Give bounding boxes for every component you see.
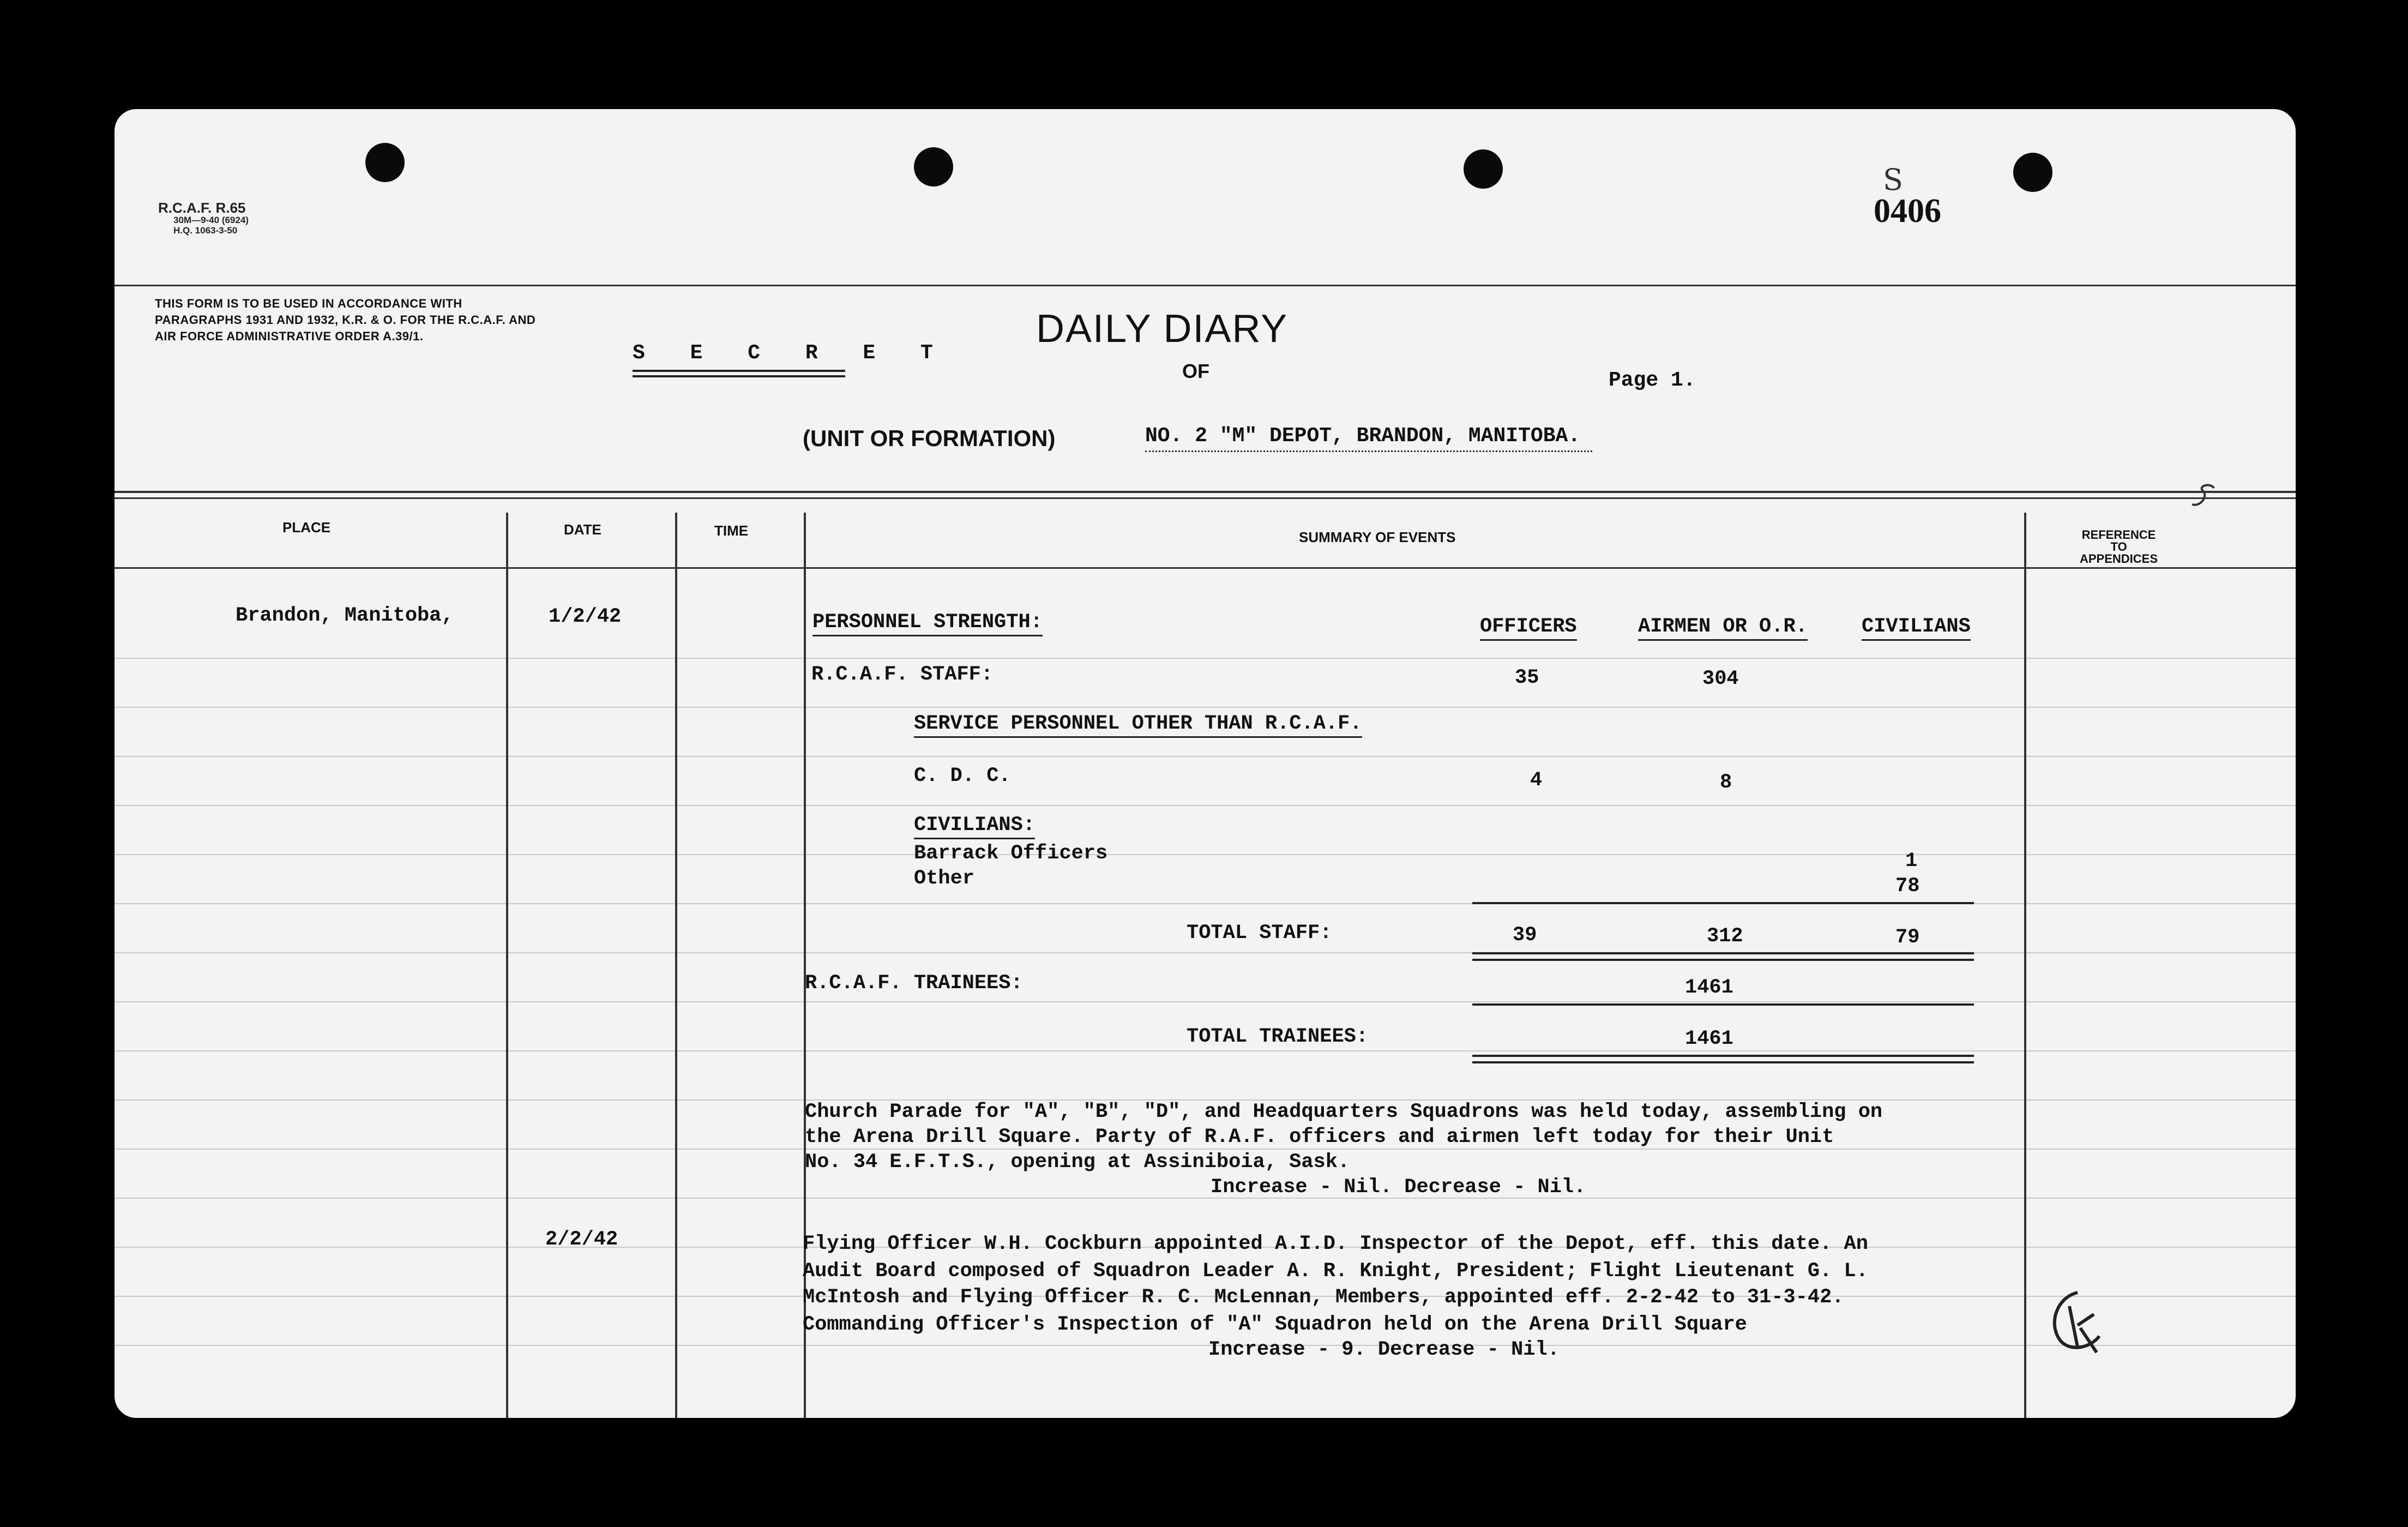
col-airmen: AIRMEN OR O.R. [1638,615,1808,641]
col-divider-date [675,513,677,1418]
classification-underline-2 [633,375,845,377]
other-label: Other [914,867,975,890]
unit-dotted-line [1145,450,1592,452]
barrack-civilians: 1 [1905,850,1918,873]
header-top-rule [115,285,2296,286]
table-top-rule [115,491,2296,493]
unit-label: (UNIT OR FORMATION) [803,425,1056,451]
service-other-label: SERVICE PERSONNEL OTHER THAN R.C.A.F. [914,712,1362,738]
page-number: Page 1. [1609,369,1696,392]
table-head-rule [115,567,2296,569]
col-header-time: TIME [714,522,749,539]
cdc-officers: 4 [1530,769,1543,792]
handwritten-initials [2039,1282,2116,1363]
ruled-line [115,1001,2296,1002]
civilians-label: CIVILIANS: [914,814,1035,839]
cdc-airmen: 8 [1720,771,1732,794]
col-divider-place [506,513,508,1418]
col-civilians: CIVILIANS [1862,615,1971,641]
total-staff-label: TOTAL STAFF: [1187,922,1332,945]
ruled-line [115,1345,2296,1346]
trainees-rule [1472,1003,1974,1006]
entry1-note-line1: Church Parade for "A", "B", "D", and Headquarters Squadrons was held today, assembling on [805,1101,1883,1123]
total-trainees-rule-2 [1472,1061,1974,1063]
entry1-date: 1/2/42 [549,605,622,628]
punch-hole-1 [365,143,405,182]
rcaf-staff-label: R.C.A.F. STAFF: [811,663,994,686]
form-instructions: THIS FORM IS TO BE USED IN ACCORDANCE WITH PARAGRAPHS 1931 AND 1932, K.R. & O. FOR THE R.C.A.F. AND AIR FORCE ADMINISTRATIVE ORDER A.39/1. [155,297,536,343]
form-code-sub1: 30M—9-40 (6924) [173,215,249,225]
col-header-place: PLACE [282,519,331,536]
entry2-line3: McIntosh and Flying Officer R. C. McLennan, Members, appointed eff. 2-2-42 to 31-3-42. [803,1286,1844,1309]
entry1-note-line3: No. 34 E.F.T.S., opening at Assiniboia, Sask. [805,1151,1350,1174]
entry2-date: 2/2/42 [545,1228,618,1251]
entry2-line1: Flying Officer W.H. Cockburn appointed A.I.D. Inspector of the Depot, eff. this date. An [803,1233,1868,1255]
total-staff-officers: 39 [1513,924,1537,947]
strength-label: PERSONNEL STRENGTH: [812,611,1043,636]
total-trainees-label: TOTAL TRAINEES: [1187,1025,1369,1048]
total-staff-rule-2 [1472,959,1974,961]
ruled-line [115,1149,2296,1150]
entry1-place: Brandon, Manitoba, [236,604,454,627]
total-trainees-rule-1 [1472,1055,1974,1057]
corner-tick-mark [2187,480,2219,513]
ruled-line [115,854,2296,855]
col-officers: OFFICERS [1480,615,1577,641]
sheet-number: 0406 [1874,193,1941,230]
entry1-note-line2: the Arena Drill Square. Party of R.A.F. officers and airmen left today for their Unit [805,1126,1834,1149]
cdc-label: C. D. C. [914,765,1011,787]
table-top-rule-2 [115,497,2296,499]
col-divider-summary [2024,513,2026,1418]
ruled-line [115,1198,2296,1199]
entry2-line2: Audit Board composed of Squadron Leader A. R. Knight, President; Flight Lieutenant G. L. [803,1260,1868,1283]
col-header-date: DATE [564,521,601,538]
col-header-reference [2080,529,2158,565]
trainees-airmen: 1461 [1685,976,1733,999]
total-staff-airmen: 312 [1707,925,1743,948]
entry2-line4: Commanding Officer's Inspection of "A" Squadron held on the Arena Drill Square [803,1313,1747,1336]
other-civilians: 78 [1895,875,1920,898]
entry1-note-line4: Increase - Nil. Decrease - Nil. [1211,1176,1586,1199]
reference-line-3: APPENDICES [2080,552,2158,566]
trainees-label: R.C.A.F. TRAINEES: [805,972,1023,995]
total-staff-rule-1 [1472,952,1974,954]
punch-hole-4 [2013,153,2052,192]
ruled-line [115,658,2296,659]
page-title: DAILY DIARY [1036,307,1289,351]
total-trainees-airmen: 1461 [1685,1027,1733,1050]
ruled-line [115,1050,2296,1051]
form-code-main: R.C.A.F. R.65 [158,200,246,216]
classification-underline [633,370,845,372]
unit-name: NO. 2 "M" DEPOT, BRANDON, MANITOBA. [1145,424,1581,448]
rcaf-staff-airmen: 304 [1702,668,1739,690]
entry2-line5: Increase - 9. Decrease - Nil. [1208,1338,1560,1361]
sheet-mark: S [1883,163,1903,197]
form-code [158,201,249,236]
form-code-sub2: H.Q. 1063-3-50 [173,225,238,236]
reference-line-2: TO [2110,540,2127,554]
col-header-summary: SUMMARY OF EVENTS [1299,529,1456,545]
reference-line-1: REFERENCE [2081,528,2156,542]
rcaf-staff-officers: 35 [1515,666,1539,689]
punch-hole-3 [1464,149,1503,189]
total-staff-civilians: 79 [1895,926,1920,949]
punch-hole-2 [914,147,953,187]
ruled-line [115,805,2296,806]
ruled-line [115,756,2296,757]
ruled-line [115,707,2296,708]
barrack-label: Barrack Officers [914,842,1108,865]
diary-sheet [115,109,2296,1418]
subtotal-rule [1472,902,1974,904]
classification: S E C R E T [633,341,949,365]
title-of: OF [1182,360,1209,382]
